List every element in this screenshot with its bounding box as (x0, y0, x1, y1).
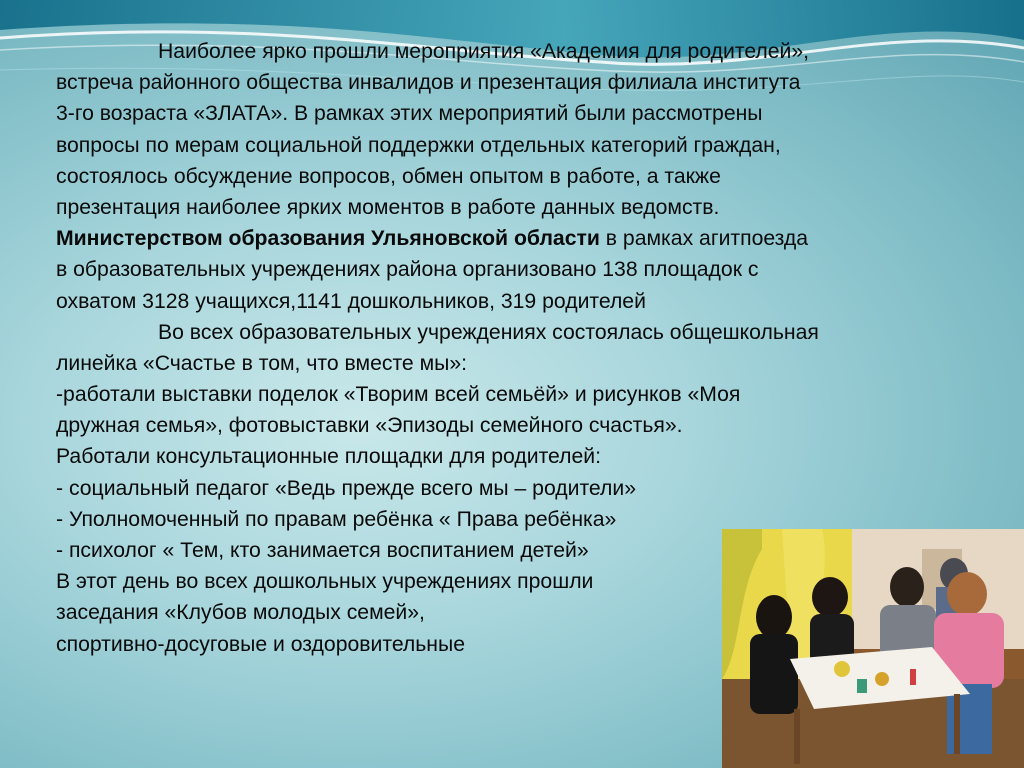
text-line (56, 441, 966, 472)
text-run: презентация наиболее ярких моментов в работе данных ведомств. (56, 195, 720, 219)
text-run: охватом 3128 учащихся,1141 дошкольников, 319 родителей (56, 289, 646, 313)
text-line (56, 379, 966, 410)
text-run: В этот день во всех дошкольных учреждениях прошли (56, 570, 594, 594)
text-line (56, 67, 966, 98)
text-run: - психолог « Тем, кто занимается воспитанием детей» (56, 539, 589, 562)
text-line (56, 98, 966, 129)
text-line (56, 317, 966, 348)
text-run: состоялось обсуждение вопросов, обмен опытом в работе, а также (56, 164, 721, 188)
text-run: вопросы по мерам социальной поддержки отдельных категорий граждан, (56, 133, 781, 157)
text-run: Наиболее ярко прошли мероприятия «Академия для родителей», (158, 40, 810, 63)
text-run: заседания «Клубов молодых семей», (56, 601, 425, 625)
text-run: дружная семья», фотовыставки «Эпизоды семейного счастья». (56, 414, 683, 438)
text-run: в образовательных учреждениях района организовано 138 площадок с (56, 258, 759, 282)
text-run: Во всех образовательных учреждениях состоялась общешкольная (158, 320, 819, 344)
text-line (56, 161, 966, 192)
text-run: - Уполномоченный по правам ребёнка « Права ребёнка» (56, 507, 617, 531)
text-run: спортивно-досуговые и оздоровительные (56, 632, 466, 656)
text-run: линейка «Счастье в том, что вместе мы»: (56, 351, 468, 375)
family-club-photo (722, 529, 1024, 768)
text-run: Министерством образования Ульяновской области (56, 227, 600, 251)
text-run: 3-го возраста «ЗЛАТА». В рамках этих мероприятий были рассмотрены (56, 102, 763, 126)
text-run: - социальный педагог «Ведь прежде всего мы – родители» (56, 476, 636, 500)
text-line (56, 130, 966, 161)
text-line (56, 473, 966, 504)
text-run: Работали консультационные площадки для родителей: (56, 445, 601, 469)
text-line (56, 254, 966, 285)
text-line (56, 286, 966, 317)
text-line (56, 223, 966, 254)
text-line (56, 36, 966, 67)
text-run: встреча районного общества инвалидов и презентация филиала института (56, 71, 801, 95)
text-line (56, 348, 966, 379)
text-line (56, 410, 966, 441)
text-run: в рамках агитпоезда (599, 227, 809, 251)
text-run: -работали выставки поделок «Творим всей семьёй» и рисунков «Моя (56, 383, 741, 407)
text-line (56, 192, 966, 223)
